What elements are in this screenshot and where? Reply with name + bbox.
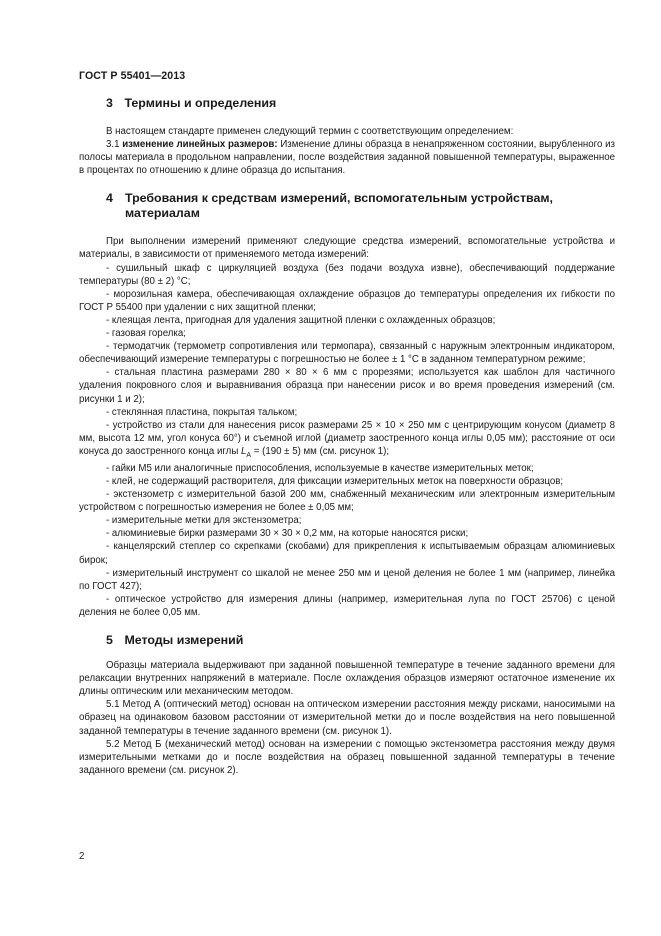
section-5-title: Методы измерений <box>124 633 244 648</box>
section-5-paragraph: Образцы материала выдерживают при заданной повышенной температуре в течение заданного времени для релаксации внутренних напряжений в материале. После охлаждения образцов измеряют остаточное изменение их длины оптическим или механическим методом. <box>79 660 615 698</box>
list-item: - экстензометр с измерительной базой 200 мм, снабженный механическим или электронным измерительным устройством с погрешностью измерения не более ± 0,05 мм; <box>79 489 615 514</box>
list-item: - стальная пластина размерами 280 × 80 × 6 мм с прорезями; используется как шаблон для частичного удаления покровного слоя и выравнивания образца при нанесении рисок и во время проведения измерений (см. рисунки 1 и 2); <box>79 367 615 405</box>
section-3-intro: В настоящем стандарте применен следующий термин с соответствующим определением: <box>106 126 514 137</box>
list-item: - гайки М5 или аналогичные приспособления, используемые в качестве измерительных меток; <box>106 462 534 474</box>
needle-subscript: A <box>246 451 252 459</box>
list-item: - морозильная камера, обеспечивающая охлаждение образцов до температуры определения их гибкости по ГОСТ Р 55400 при удалении с них защитной пленки; <box>79 288 615 313</box>
needle-variable: L <box>241 445 247 457</box>
section-3-number: 3 <box>106 96 113 110</box>
section-3-title: Термины и определения <box>124 96 277 110</box>
needle-text-b: = (190 ± 5) мм (см. рисунок 1); <box>251 445 390 457</box>
list-item: - оптическое устройство для измерения длины (например, измерительная лупа по ГОСТ 25706) с ценой деления не более 0,05 мм. <box>79 593 615 618</box>
section-5-heading <box>79 633 615 648</box>
section-3-heading <box>79 96 615 111</box>
section-4-intro: При выполнении измерений применяют следующие средства измерений, вспомогательные устройства и материалы, в зависимости от применяемого метода измерений: <box>79 236 615 261</box>
method-a-paragraph: 5.1 Метод А (оптический метод) основан на оптическом измерении расстояния между рисками, наносимыми на образец на одинаковом базовом расстоянии от измерительной метки до и после воздействия на него повышенной заданной температуры в течение заданного времени (см. рисунок 1). <box>79 699 615 737</box>
list-item: - сушильный шкаф с циркуляцией воздуха (без подачи воздуха извне), обеспечивающий поддержание температуры (80 ± 2) °С; <box>79 262 615 287</box>
term-definition <box>79 138 615 177</box>
section-5-number: 5 <box>106 633 113 648</box>
term-name: изменение линейных размеров: <box>122 139 278 151</box>
section-4-number: 4 <box>106 191 113 206</box>
list-item: - газовая горелка; <box>106 328 186 340</box>
list-item: - измерительные метки для экстензометра; <box>106 515 302 527</box>
term-number: 3.1 <box>106 139 120 151</box>
list-item: - клей, не содержащий растворителя, для фиксации измерительных меток на поверхности образцов; <box>106 476 564 487</box>
needle-text-a: - устройство из стали для нанесения рисок размерами 25 × 10 × 250 мм с центрирующим конусом (диаметр 8 мм, высота 12 мм, угол конуса 60°) и съемной иглой (диаметр заостренного конца иглы 0,05 мм); расстояние от оси конуса до заостренного конца иглы <box>79 419 615 457</box>
list-item-needle-device <box>79 419 615 462</box>
section-4-heading <box>79 191 615 221</box>
term-text: Изменение длины образца в ненапряженном состоянии, вырубленного из полосы материала в продольном направлении, после воздействия заданной повышенной температуры, выраженное в процентах по отношению к длине образца до испытания. <box>79 139 615 177</box>
list-item: - термодатчик (термометр сопротивления или термопара), связанный с наружным электронным индикатором, обеспечивающий измерение температуры с погрешностью не более ± 1 °С в заданном температурном режиме; <box>79 341 615 366</box>
method-b-paragraph: 5.2 Метод Б (механический метод) основан на измерении с помощью экстензометра расстояния между двумя измерительными метками до и после воздействия на образец повышенной заданной температуры в течение заданного времени (см. рисунок 2). <box>79 738 615 776</box>
list-item: - канцелярский степлер со скрепками (скобами) для прикрепления к испытываемым образцам алюминиевых бирок; <box>79 541 615 566</box>
list-item: - клеящая лента, пригодная для удаления защитной пленки с охлажденных образцов; <box>106 314 496 326</box>
page-content <box>79 96 615 777</box>
page-number: 2 <box>79 851 85 862</box>
section-4-title: Требования к средствам измерений, вспомогательным устройствам, материалам <box>125 191 553 221</box>
list-item: - измерительный инструмент со шкалой не менее 250 мм и ценой деления не более 1 мм (например, линейка по ГОСТ 427); <box>79 567 615 592</box>
list-item: - алюминиевые бирки размерами 30 × 30 × 0,2 мм, на которые наносятся риски; <box>106 528 469 540</box>
document-id: ГОСТ Р 55401—2013 <box>79 70 186 82</box>
list-item: - стеклянная пластина, покрытая тальком; <box>106 406 298 418</box>
